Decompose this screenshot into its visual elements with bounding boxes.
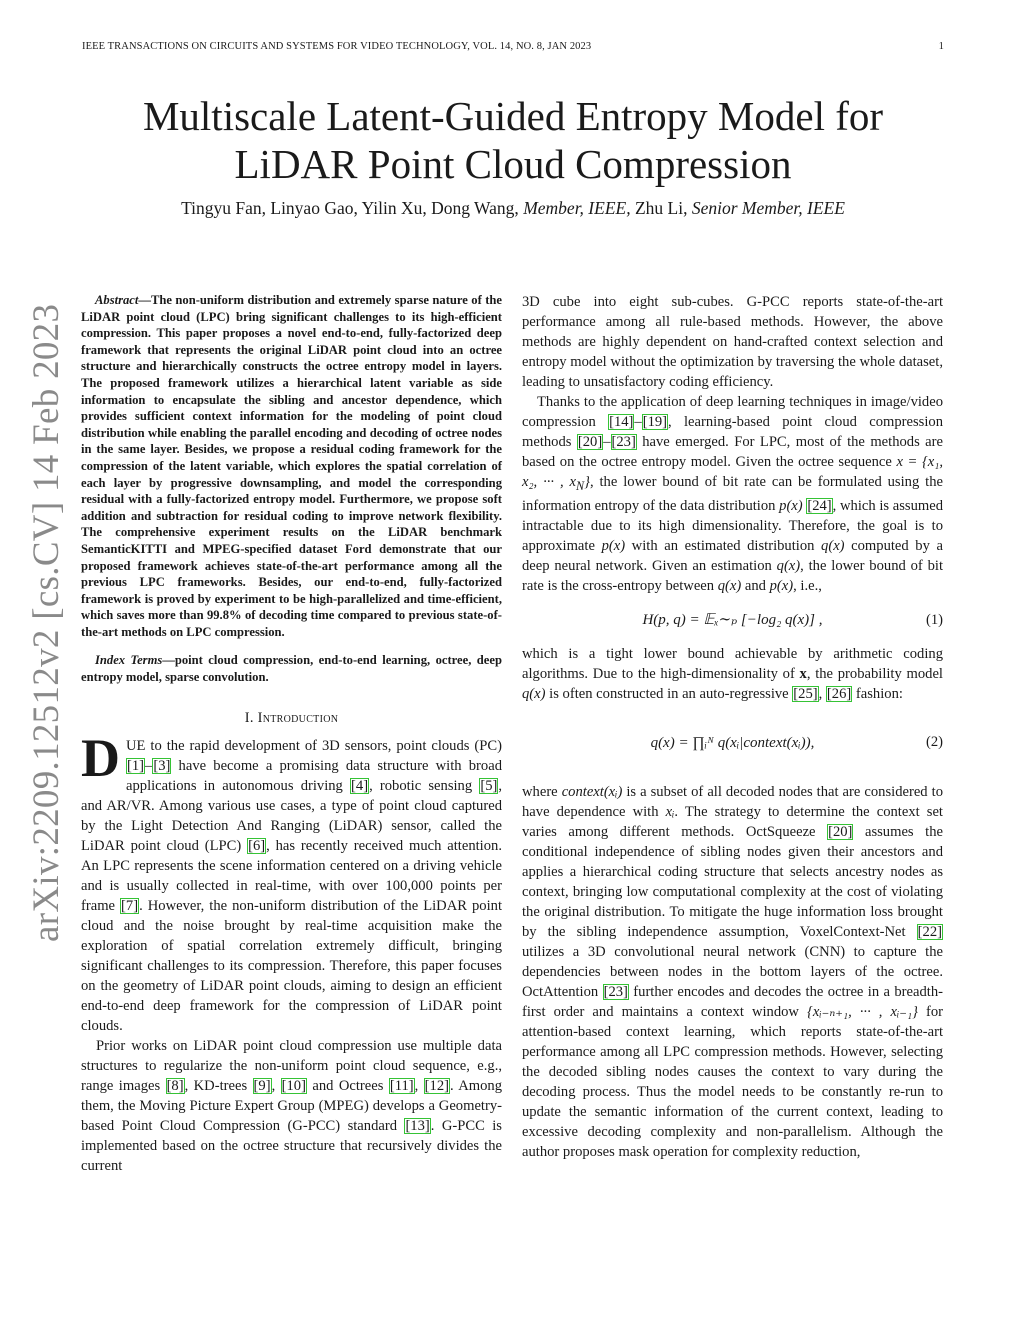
text-run: , xyxy=(271,1077,281,1094)
text-run: UE to the rapid development of 3D sensors, point clouds (PC) xyxy=(126,737,502,754)
citation-link[interactable]: [13] xyxy=(405,1117,430,1134)
text-run: – xyxy=(145,757,153,774)
text-run: utilizes a 3D convolutional neural network (CNN) to capture the dependencies between nodes in the bottom layers of the octree. OctAttention xyxy=(522,943,943,1000)
citation-link[interactable]: [3] xyxy=(153,757,171,774)
citation-link[interactable]: [6] xyxy=(248,837,266,854)
right-paragraph-0: 3D cube into eight sub-cubes. G-PCC reports state-of-the-art performance among all rule-based methods. However, the above methods are highly dependent on hand-crafted context selection and entropy model without the optimization by traversing the whole dataset, leading to unsatisfactory coding efficiency. xyxy=(522,294,943,390)
index-terms xyxy=(81,652,502,685)
math-inline: xᵢ xyxy=(665,803,675,820)
math-inline: p(x) xyxy=(769,577,794,594)
equation-1-number: (1) xyxy=(925,611,943,628)
citation-link[interactable]: [19] xyxy=(642,414,668,430)
text-run: , KD-trees xyxy=(184,1077,253,1094)
text-run: , which is assumed intractable due to its high dimensionality. Therefore, the goal is to approximate xyxy=(522,497,943,554)
text-run: , i.e., xyxy=(793,577,822,594)
text-run: , the lower bound of bit rate can be formulated using the information entropy of the data distribution xyxy=(522,474,943,514)
citation-link[interactable]: [20] xyxy=(577,434,603,450)
text-run: , learning-based point cloud compression methods xyxy=(522,414,943,450)
author-role-2: Senior Member, IEEE xyxy=(691,198,845,218)
abstract xyxy=(81,292,502,640)
math-inline: q(x) xyxy=(776,557,801,574)
drop-cap: D xyxy=(81,727,120,788)
text-run: – xyxy=(603,434,611,450)
right-paragraph-1 xyxy=(522,392,943,596)
text-run: Thanks to the application of deep learning techniques in image/video compression xyxy=(522,394,943,430)
abstract-label: Abstract xyxy=(95,293,139,307)
right-column xyxy=(522,292,943,1162)
text-run: computed by a deep neural network. Given an estimation xyxy=(522,537,943,574)
section-heading-introduction: I. Introduction xyxy=(244,709,339,726)
intro-paragraph-1 xyxy=(81,727,503,1036)
text-run: , robotic sensing xyxy=(369,777,480,794)
text-run: . Among them, the Moving Picture Expert Group (MPEG) develops a Geometry-based Point Cloud Compression (G-PCC) standard xyxy=(81,1077,503,1134)
intro-paragraph-2 xyxy=(81,1036,502,1176)
text-run: and Octrees xyxy=(306,1077,389,1094)
text-run: which is a tight lower bound achievable by arithmetic coding algorithms. Due to the high-dimensionality of xyxy=(522,645,943,682)
math-inline: q(x) xyxy=(522,685,546,702)
text-run: and xyxy=(741,577,770,594)
text-run: is a subset of all decoded nodes that are considered to have dependence with xyxy=(522,783,943,820)
citation-link[interactable]: [14] xyxy=(609,414,634,430)
citation-link[interactable]: [4] xyxy=(351,777,369,794)
title-line-2: LiDAR Point Cloud Compression xyxy=(234,141,792,187)
math-inline: context(xᵢ) xyxy=(561,783,623,800)
equation-2-number: (2) xyxy=(925,733,943,750)
text-run: for attention-based context learning, which reports state-of-the-art performance among all LPC compression methods. However, selecting the decoded sibling nodes causes the context to vary during the decoding process. Thus the model needs to be constantly re-run to update the semantic information of the current context, leading to excessive decoding complexity and non-parallelism. Although the author proposes mask operation for complexity reduction, xyxy=(522,1003,944,1160)
math-inline: x xyxy=(799,665,807,682)
citation-link[interactable]: [8] xyxy=(166,1077,184,1094)
text-run: fashion: xyxy=(852,685,903,702)
text-run: where xyxy=(522,783,562,800)
text-run: , xyxy=(818,685,826,702)
text-run: Prior works on LiDAR point cloud compression use multiple data structures to regularize the non-uniform point cloud sequence, e.g., range images xyxy=(81,1037,502,1094)
equation-2 xyxy=(522,710,943,776)
text-run: is often constructed in an auto-regressive xyxy=(545,685,793,702)
citation-link[interactable]: [25] xyxy=(793,685,818,702)
citation-link[interactable]: [24] xyxy=(807,497,832,514)
math-inline: q(x) xyxy=(717,577,742,594)
text-run: , the probability model xyxy=(806,665,943,682)
text-run: , and AR/VR. Among various use cases, a type of point cloud captured by the Light Detection And Ranging (LiDAR) sensor, called the LiDAR point cloud (LPC) xyxy=(81,777,503,854)
math-inline: x = {x₁, x₂, ··· , $x_N$} xyxy=(522,454,943,493)
index-terms-text: —point cloud compression, end-to-end learning, octree, deep entropy model, sparse convolution. xyxy=(81,653,502,685)
abstract-text: —The non-uniform distribution and extremely sparse nature of the LiDAR point cloud (LPC) bring significant challenges to its high-efficient compression. This paper proposes a novel end-to-end, fully-factorized deep framework that represents the original LiDAR point cloud into an octree structure and hierarchically constructs the octree entropy model in layers. The proposed framework utilizes a hierarchical latent variable as side information to encapsulate the sibling and ancestor dependence, which provides sufficient context information for the modeling of point cloud distribution while enabling the parallel encoding and decoding of octree nodes in the same layer. Besides, we propose a residual coding framework for the compression of the latent variable, which explores the spatial correlation of each layer by progressive downsampling, and model the corresponding residual with a fully-factorized entropy model. Furthermore, we propose soft addition and subtraction for residual coding to improve network flexibility. The comprehensive experiment results on the LiDAR benchmark SemanticKITTI and MPEG-specified dataset Ford demonstrate that our proposed framework achieves state-of-the-art performance among all the previous LPC frameworks. Besides, our end-to-end, fully-factorized framework is proved by experiment to be high-parallelized and time-efficient, which saves more than 99.8% of decoding time compared to previous state-of-the-art methods on LPC compression. xyxy=(81,293,502,639)
math-inline: p(x) xyxy=(779,497,803,514)
text-run: have emerged. For LPC, most of the methods are based on the octree entropy model. Given the octree sequence xyxy=(522,434,943,470)
text-run: . G-PCC is implemented based on the octree structure that recursively divides the current xyxy=(81,1117,502,1174)
text-run: with an estimated distribution xyxy=(625,537,822,554)
text-run: . The strategy to determine the context set varies among different methods. OctSqueeze xyxy=(522,803,943,840)
title-line-1: Multiscale Latent-Guided Entropy Model for xyxy=(142,93,884,139)
text-run: have become a promising data structure with broad applications in autonomous driving xyxy=(126,757,502,794)
text-run: . However, the non-uniform distribution of the LiDAR point cloud and the noise brought by real-time acquisition make the exploration of spatial correlation extremely difficult, bringing significant challenges to its compression. Therefore, this paper focuses on the geometry of LiDAR point clouds, aiming to design an efficient end-to-end deep framework for the compression of LiDAR point clouds. xyxy=(81,897,502,1034)
citation-link[interactable]: [1] xyxy=(127,757,145,774)
citation-link[interactable]: [20] xyxy=(828,823,853,840)
math-inline: p(x) xyxy=(601,537,626,554)
equation-1 xyxy=(522,602,943,638)
citation-link[interactable]: [26] xyxy=(826,685,852,702)
citation-link[interactable]: [23] xyxy=(603,983,628,1000)
paper-title xyxy=(82,92,944,188)
math-inline: q(x) xyxy=(821,537,845,554)
citation-link[interactable]: [10] xyxy=(281,1077,306,1094)
citation-link[interactable]: [11] xyxy=(389,1077,414,1094)
citation-link[interactable]: [5] xyxy=(480,777,498,794)
right-paragraph-3 xyxy=(522,782,943,1162)
equation-2-body: q(x) = ∏ᵢᴺ q(xᵢ|context(xᵢ)), xyxy=(650,734,815,751)
arxiv-identifier: arXiv:2209.12512v2 [cs.CV] 14 Feb 2023 xyxy=(26,303,67,942)
author-list xyxy=(82,197,944,219)
page-number: 1 xyxy=(938,41,944,52)
equation-1-body: H(p, q) = 𝔼ₓ∼ₚ [−log₂ q(x)] , xyxy=(642,611,823,628)
citation-link[interactable]: [9] xyxy=(253,1077,271,1094)
author-names-1: Tingyu Fan, Linyao Gao, Yilin Xu, Dong Wang, xyxy=(181,198,519,218)
text-run: , the lower bound of bit rate is the cross-entropy between xyxy=(522,557,943,594)
citation-link[interactable]: [22] xyxy=(917,923,942,940)
author-role-1: Member, IEEE, xyxy=(523,198,631,218)
citation-link[interactable]: [23] xyxy=(611,434,636,450)
index-terms-label: Index Terms xyxy=(95,653,163,668)
citation-link[interactable]: [12] xyxy=(424,1077,449,1094)
text-run: , has recently received much attention. An LPC represents the scene information centered on a driving vehicle and is usually collected in real-time, with over 100,000 points per frame xyxy=(81,837,502,914)
citation-link[interactable]: [7] xyxy=(121,897,139,914)
author-names-2: Zhu Li, xyxy=(634,198,688,218)
text-run: further encodes and decodes the octree in a breadth-first order and maintains a context window xyxy=(522,983,943,1020)
running-header xyxy=(82,41,944,57)
left-column xyxy=(81,292,502,1176)
math-inline: {xᵢ₋ₙ₊₁, ··· , xᵢ₋₁} xyxy=(807,1003,918,1020)
text-run: – xyxy=(634,414,642,430)
journal-header: IEEE TRANSACTIONS ON CIRCUITS AND SYSTEMS FOR VIDEO TECHNOLOGY, VOL. 14, NO. 8, JAN 2023 xyxy=(82,41,592,52)
right-paragraph-2 xyxy=(522,644,943,704)
text-run: assumes the conditional independence of sibling nodes given their ancestors and applies a hierarchical coding structure that selects ancestry nodes as context, bringing low computational complexity at the cost of violating the original distribution. To mitigate the huge information loss brought by the sibling independence assumption, VoxelContext-Net xyxy=(522,823,943,940)
text-run: , xyxy=(414,1077,424,1094)
